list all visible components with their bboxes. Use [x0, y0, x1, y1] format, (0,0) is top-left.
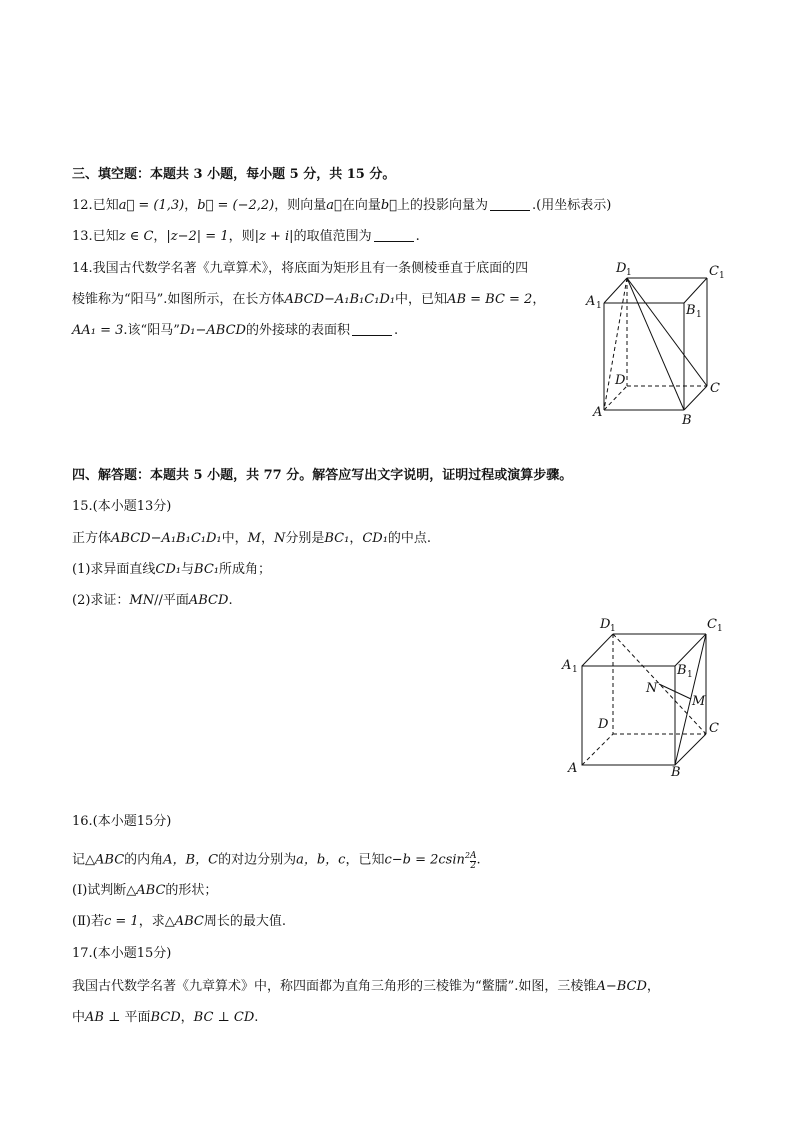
- q15-text: .: [228, 593, 233, 608]
- q15-math: MN: [129, 593, 155, 608]
- q15-text: ，: [349, 531, 363, 546]
- q16-math: 2: [464, 851, 470, 860]
- label-M: M: [692, 694, 706, 709]
- q16-math: c = 1: [103, 914, 139, 929]
- q13-text: .: [415, 229, 420, 244]
- label-C1: C: [707, 617, 717, 632]
- q12-vector-a-eq: a⃗ = (1,3): [118, 198, 185, 213]
- q14-math: D₁−ABCD: [179, 323, 246, 338]
- q17-text: ，: [646, 979, 660, 994]
- q15-text: ，: [260, 531, 274, 546]
- q12-text: 在向量: [341, 198, 381, 213]
- label-D1: D: [616, 261, 627, 276]
- q14-text: 的外接球的表面积: [245, 323, 350, 338]
- svg-text:1: 1: [687, 670, 693, 680]
- q16-math: △ABC: [126, 883, 166, 898]
- q17-math: BC ⊥ CD: [193, 1010, 255, 1025]
- q17-math: BCD: [150, 1010, 181, 1025]
- section4-header: 四、解答题：本题共 5 小题，共 77 分。解答应写出文字说明，证明过程或演算步骤。: [72, 468, 573, 483]
- question-12: [72, 196, 611, 216]
- q15-text: 正方体: [72, 531, 112, 546]
- label-C: C: [710, 381, 720, 396]
- q13-text: ，则: [228, 229, 255, 244]
- q15-math: N: [273, 531, 286, 546]
- question-15-line1: [72, 529, 431, 549]
- svg-text:1: 1: [626, 268, 632, 278]
- label-A1: A: [562, 658, 572, 673]
- q14-math: ABCD−A₁B₁C₁D₁: [284, 292, 396, 307]
- q12-text: ，: [184, 198, 198, 213]
- q13-text: 已知: [92, 229, 119, 244]
- q14-math: AB = BC = 2: [447, 292, 533, 307]
- q12-text: ，则向量: [274, 198, 327, 213]
- q17-text: ，: [180, 1010, 194, 1025]
- question-16-part1: [72, 881, 217, 901]
- q15-math: CD₁: [362, 531, 388, 546]
- q14-text: 棱锥称为“阳马”.如图所示，在长方体: [72, 292, 285, 307]
- label-B1: B: [686, 303, 696, 318]
- q15-text: (2)求证：: [72, 593, 130, 608]
- q16-text: 的对边分别为: [218, 852, 297, 868]
- q13-answer-blank[interactable]: [374, 227, 414, 242]
- q13-text: ，: [153, 229, 167, 244]
- q13-math: |z−2| = 1: [166, 229, 229, 244]
- q16-text: 周长的最大值.: [203, 914, 286, 929]
- q15-text: //平面: [154, 593, 189, 608]
- label-A: A: [568, 761, 578, 776]
- label-B: B: [682, 413, 692, 428]
- q12-text: .(用坐标表示): [531, 198, 612, 213]
- q15-math: ABCD−A₁B₁C₁D₁: [111, 531, 222, 546]
- q15-text: 所成角；: [218, 562, 271, 577]
- q16-fraction: $\frac{A}{2}$: [469, 851, 477, 872]
- q17-text: .: [254, 1010, 259, 1025]
- q16-text: .: [476, 852, 481, 868]
- q12-number: 12.: [72, 198, 93, 213]
- svg-text:1: 1: [610, 624, 616, 634]
- q15-math: M: [247, 531, 261, 546]
- q14-text: .该“阳马”: [123, 323, 180, 338]
- label-B1: B: [677, 663, 687, 678]
- question-17-line1: [72, 977, 660, 997]
- q17-math: A−BCD: [596, 979, 647, 994]
- label-D: D: [598, 717, 609, 732]
- q16-math: △ABC: [85, 852, 125, 868]
- q13-math: z ∈ C: [118, 229, 154, 244]
- q16-math: △ABC: [164, 914, 204, 929]
- q16-text: 的内角: [124, 852, 164, 868]
- q16-text: ，求: [138, 914, 165, 929]
- label-N: N: [646, 681, 658, 696]
- question-14-line1: 14.我国古代数学名著《九章算术》，将底面为矩形且有一条侧棱垂直于底面的四: [72, 261, 529, 276]
- figure-q14-box: [584, 258, 734, 430]
- q13-number: 13.: [72, 229, 93, 244]
- q12-answer-blank[interactable]: [490, 196, 530, 211]
- label-A: A: [593, 405, 603, 420]
- q15-text: 的中点.: [387, 531, 432, 546]
- label-B: B: [671, 765, 681, 780]
- q14-text: ，: [532, 292, 546, 307]
- q15-text: (1)求异面直线: [72, 562, 156, 577]
- q17-text: 中: [72, 1010, 86, 1025]
- q12-text: 已知: [92, 198, 119, 213]
- svg-text:1: 1: [572, 665, 578, 675]
- q13-math: |z + i|: [254, 229, 294, 244]
- q12-vector-b-eq: b⃗ = (−2,2): [197, 198, 275, 213]
- label-C1: C: [709, 264, 719, 279]
- q14-text: 中，已知: [395, 292, 448, 307]
- q17-text: 平面: [120, 1010, 151, 1025]
- q14-answer-blank[interactable]: [352, 321, 392, 336]
- question-16-title: 16.(本小题15分): [72, 814, 172, 829]
- q16-math: A，B，C: [163, 852, 219, 868]
- q12-text: 上的投影向量为: [396, 198, 488, 213]
- question-14-line3: [72, 321, 398, 341]
- q15-math: BC₁: [194, 562, 219, 577]
- q16-text: (Ⅰ)试判断: [72, 883, 127, 898]
- q15-math: BC₁: [324, 531, 350, 546]
- svg-text:1: 1: [719, 271, 725, 281]
- q12-vector-b: b⃗: [380, 198, 397, 213]
- svg-text:1: 1: [596, 301, 602, 311]
- question-15-title: 15.(本小题13分): [72, 499, 172, 514]
- label-A1: A: [586, 294, 596, 309]
- label-D: D: [615, 373, 626, 388]
- label-C: C: [709, 721, 719, 736]
- q12-vector-a: a⃗: [326, 198, 342, 213]
- question-13: [72, 227, 420, 247]
- q16-text: 记: [72, 852, 86, 868]
- q15-math: ABCD: [188, 593, 229, 608]
- q14-math: AA₁ = 3: [72, 323, 124, 338]
- q15-text: 与: [181, 562, 195, 577]
- label-D1: D: [600, 617, 611, 632]
- question-17-title: 17.(本小题15分): [72, 946, 172, 961]
- q16-math: c−b = 2csin: [384, 852, 465, 868]
- q15-text: 分别是: [285, 531, 325, 546]
- question-16-line1: [72, 846, 481, 871]
- svg-text:1: 1: [696, 310, 702, 320]
- q16-text: (Ⅱ)若: [72, 914, 104, 929]
- section3-header: 三、填空题：本题共 3 小题，每小题 5 分，共 15 分。: [72, 167, 396, 182]
- question-17-line2: [72, 1008, 258, 1028]
- question-16-part2: [72, 912, 286, 932]
- question-15-part2: [72, 591, 233, 611]
- q16-text: 的形状；: [165, 883, 218, 898]
- q15-text: 中，: [221, 531, 248, 546]
- q16-text: ，已知: [345, 852, 385, 868]
- q14-text: .: [393, 323, 399, 338]
- figure-q15-cube: [560, 612, 730, 782]
- q16-math: a，b，c: [296, 852, 346, 868]
- question-14-line2: [72, 290, 545, 310]
- q15-math: CD₁: [155, 562, 182, 577]
- question-15-part1: [72, 560, 271, 580]
- q17-math: AB ⊥: [85, 1010, 121, 1025]
- q17-text: 我国古代数学名著《九章算术》中，称四面都为直角三角形的三棱锥为“鳖臑”.如图，三棱锥: [72, 979, 597, 994]
- q13-text: 的取值范围为: [293, 229, 372, 244]
- svg-text:1: 1: [717, 624, 723, 634]
